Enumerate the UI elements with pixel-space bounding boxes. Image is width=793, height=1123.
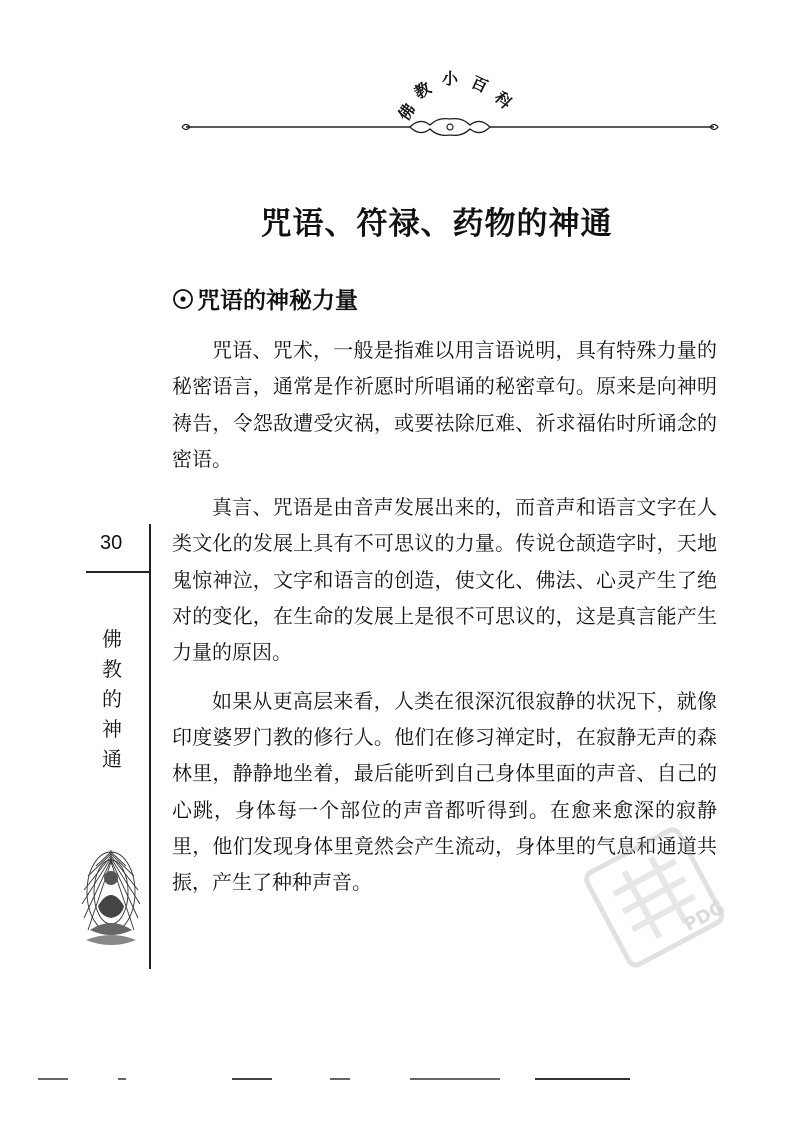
scan-artifact	[232, 1078, 272, 1080]
series-title-char: 科	[490, 87, 516, 113]
chapter-title: 咒语、符禄、药物的神通	[260, 206, 613, 242]
watermark-text: PDG	[680, 897, 729, 936]
series-title-char: 佛	[394, 100, 420, 125]
section-heading	[172, 282, 358, 315]
header-ornament-rule	[180, 115, 720, 139]
paragraph: 真言、咒语是由音声发展出来的，而音声和语言文字在人类文化的发展上具有不可思议的力量。传说仓颉造字时，天地鬼惊神泣，文字和语言的创造，使文化、佛法、心灵产生了绝对的变化，在生命的发展上是很不可思议的，这是真言能产生力量的原因。	[172, 495, 717, 665]
scan-artifact	[118, 1078, 126, 1080]
watermark-stamp	[580, 815, 730, 980]
page-number: 30	[100, 532, 123, 554]
scan-artifact	[330, 1078, 350, 1080]
paragraph: 咒语、咒术，一般是指难以用言语说明，具有特殊力量的秘密语言，通常是作祈愿时所唱诵的秘密章句。原来是向神明祷告，令怨敌遭受灾祸，或要祛除厄难、祈求福佑时所诵念的密语。	[172, 338, 717, 471]
scan-artifact	[535, 1078, 630, 1080]
sidebar-vertical-rule	[149, 524, 151, 969]
series-title-char: 小	[442, 69, 459, 88]
series-title-char: 百	[468, 72, 491, 97]
section-heading-text: 咒语的神秘力量	[197, 288, 358, 314]
circled-dot-icon	[172, 288, 194, 310]
scan-artifact	[410, 1078, 500, 1080]
book-title-vertical: 佛教的神通	[102, 627, 122, 771]
series-title-char: 教	[410, 78, 435, 103]
sidebar-horizontal-rule	[86, 571, 150, 573]
scan-artifact	[38, 1078, 68, 1080]
buddha-figure-icon	[78, 844, 144, 954]
paragraph: 如果从更高层来看，人类在很深沉很寂静的状况下，就像印度婆罗门教的修行人。他们在修习禅定时，在寂静无声的森林里，静静地坐着，最后能听到自己身体里面的声音、自己的心跳，身体每一个部位的声音都听得到。在愈来愈深的寂静里，他们发现身体里竟然会产生流动，身体里的气息和通道共振，产生了种种声音。	[172, 688, 717, 895]
